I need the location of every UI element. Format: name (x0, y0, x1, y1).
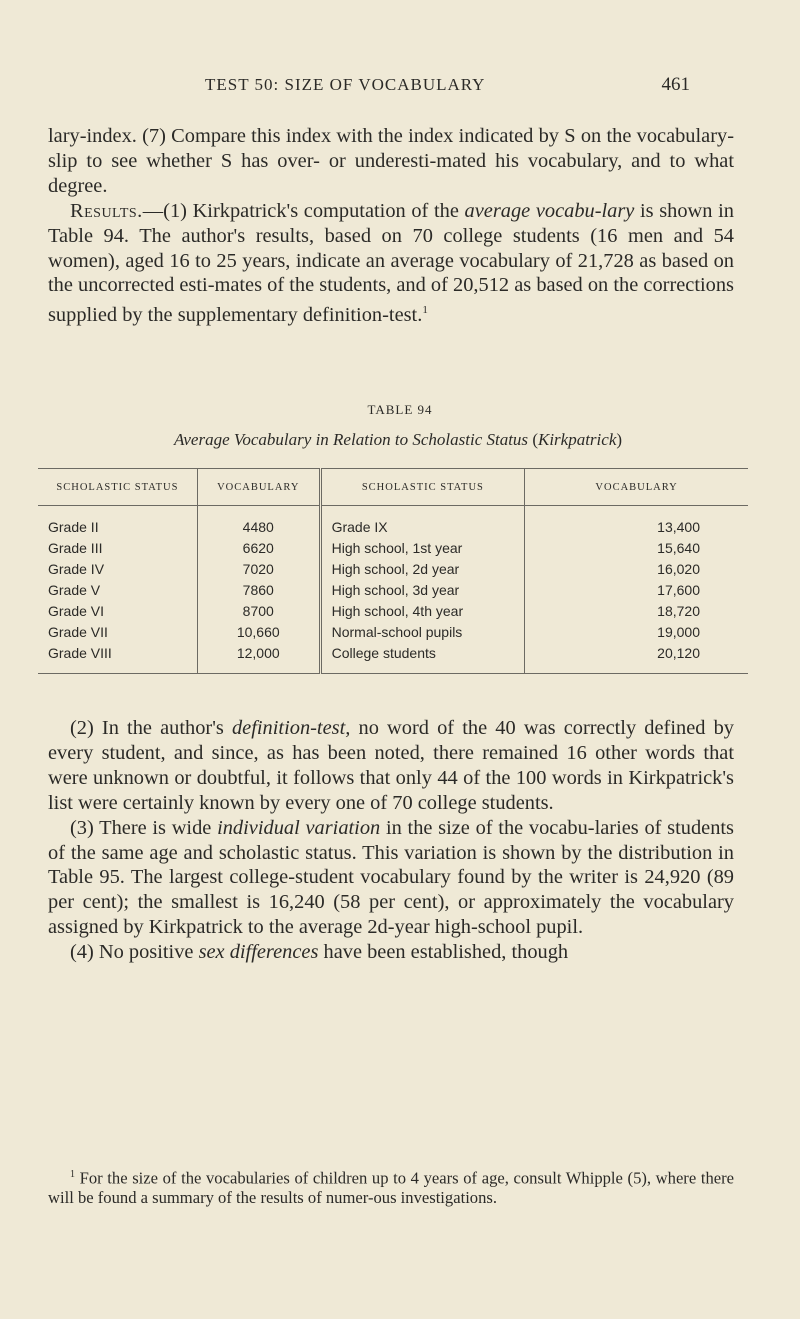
table-row (38, 537, 748, 558)
cell-vocab-b: 19,000 (657, 623, 700, 640)
running-title: TEST 50: SIZE OF VOCABULARY (205, 75, 486, 94)
col-header-vocab-b: VOCABULARY (525, 469, 748, 506)
table-row (38, 600, 748, 621)
cell-vocab-b: 18,720 (657, 602, 700, 619)
para2-emphasis: definition-test, (231, 717, 351, 739)
page-number: 461 (661, 74, 690, 95)
results-emphasis: average vocabu-lary (464, 199, 635, 222)
table-row (38, 506, 748, 538)
cell-status-a: Grade II (48, 518, 99, 535)
results-paragraph (48, 199, 734, 328)
para2-text-2: no word of the 40 was correctly defined by every student, and since, as has been noted, there remained 16 other words that were unknown or doubtful, it follows that only 44 of the 100 words in Kirkpatrick's list were certainly known by every one of 70 college students. (48, 717, 734, 814)
footnote (48, 1165, 734, 1207)
cell-vocab-a: 6620 (197, 537, 320, 558)
table-label: TABLE 94 (367, 402, 433, 417)
table-caption: Average Vocabulary in Relation to Scholastic Status (Kirkpatrick) (173, 430, 623, 449)
col-header-status-a: SCHOLASTIC STATUS (38, 469, 197, 506)
cell-vocab-a: 8700 (197, 600, 320, 621)
cell-status-b: High school, 4th year (320, 600, 525, 621)
cell-vocab-a: 7020 (197, 558, 320, 579)
cell-status-b: College students (320, 642, 525, 674)
cell-status-b: High school, 3d year (320, 579, 525, 600)
para2-text-1: (2) In the author's (70, 717, 232, 739)
table-header-row (38, 469, 748, 506)
intro-section (48, 124, 734, 328)
cell-status-a: Grade VI (48, 602, 105, 619)
running-header (205, 74, 690, 96)
footnote-mark: 1 (70, 1169, 75, 1180)
cell-status-b: High school, 2d year (320, 558, 525, 579)
table-caption-source: Kirkpatrick (537, 430, 617, 449)
cell-vocab-b: 15,640 (657, 539, 700, 556)
cell-status-b: Normal-school pupils (320, 621, 525, 642)
cell-status-a: Grade III (48, 539, 103, 556)
results-label: Results. (70, 199, 143, 222)
paragraph-3 (48, 816, 734, 941)
paragraph-4 (48, 940, 734, 965)
col-header-status-b: SCHOLASTIC STATUS (320, 469, 525, 506)
cell-vocab-a: 10,660 (197, 621, 320, 642)
cell-status-a: Grade VII (48, 623, 108, 640)
results-text-1: —(1) Kirkpatrick's computation of the (142, 199, 465, 222)
table-row (38, 579, 748, 600)
results-text-2: is shown in Table 94. The author's results, based on 70 college students (16 men and 54 women), aged 16 to 25 years, indicate an average vocabulary of 21,728 as based on the uncorrected esti-mates of the students, and of 20,512 as based on the corrections supplied by the supplementary definition-test. (48, 199, 734, 327)
cell-status-a: Grade VIII (38, 642, 197, 674)
table-row (38, 558, 748, 579)
cell-vocab-b: 13,400 (657, 518, 700, 535)
para3-emphasis: individual variation (217, 816, 381, 839)
table-row (38, 621, 748, 642)
cell-vocab-b: 20,120 (525, 642, 748, 674)
cell-status-b: High school, 1st year (320, 537, 525, 558)
cell-vocab-a: 12,000 (197, 642, 320, 674)
cell-vocab-a: 4480 (197, 506, 320, 538)
para4-text-1: (4) No positive (70, 941, 199, 964)
paragraph-2 (48, 716, 734, 816)
cell-status-b: Grade IX (320, 506, 525, 538)
footnote-reference: 1 (422, 304, 428, 317)
para4-emphasis: sex differences (198, 941, 319, 964)
table-caption-text: Average Vocabulary in Relation to Scholastic Status (173, 430, 529, 449)
para4-text-2: have been established, though (318, 941, 569, 964)
cell-vocab-a: 7860 (197, 579, 320, 600)
para3-text-2: in the size of the vocabu-laries of students of the same age and scholastic status. This variation is shown by the distribution in Table 95. The largest college-student vocabulary found by the writer is 24,920 (89 per cent); the smallest is 16,240 (58 per cent), or approximately the vocabulary assigned by Kirkpatrick to the average 2d-year high-school pupil. (48, 816, 734, 939)
cell-vocab-b: 16,020 (657, 560, 700, 577)
table-row (38, 642, 748, 674)
cell-status-a: Grade IV (48, 560, 105, 577)
vocabulary-table (38, 468, 748, 674)
para3-text-1: (3) There is wide (70, 816, 218, 839)
discussion-section (48, 716, 734, 965)
cell-vocab-b: 17,600 (657, 581, 700, 598)
intro-paragraph: lary-index. (7) Compare this index with the index indicated by S on the vocabulary-slip to see whether S has over- or underesti-mated his vocabulary, and to what degree. (48, 125, 734, 197)
col-header-vocab-a: VOCABULARY (197, 469, 320, 506)
cell-status-a: Grade V (48, 581, 101, 598)
footnote-text: For the size of the vocabularies of children up to 4 years of age, consult Whipple (5), where there will be found a summary of the results of numer-ous investigations. (48, 1168, 734, 1207)
